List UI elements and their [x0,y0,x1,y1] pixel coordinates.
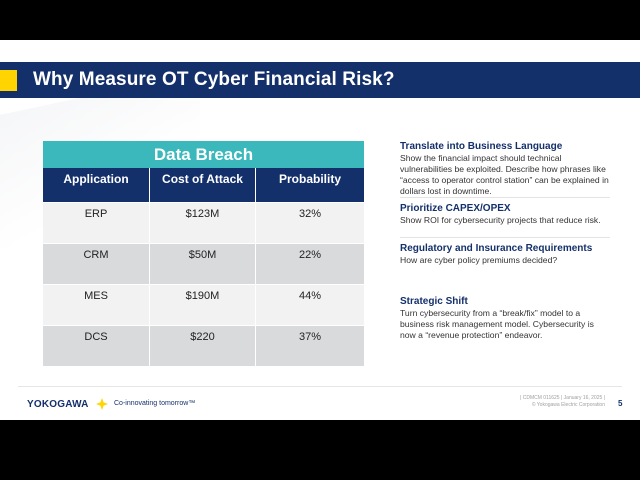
cell-cost: $50M [150,244,256,284]
divider [400,237,610,238]
section-body: How are cyber policy premiums decided? [400,255,558,265]
cell-probability: 22% [298,249,322,261]
table-caption: Data Breach [43,141,364,168]
header-cost-of-attack: Cost of Attack [150,168,256,202]
section-strategic-shift [400,296,610,341]
legal-line: | CDMCM 011625 | January 16, 2025 | [520,395,605,401]
table-row [43,284,364,325]
cell-cost: $220 [150,326,256,366]
key-points [400,141,610,341]
slide-title: Why Measure OT Cyber Financial Risk? [33,69,395,90]
data-breach-table [43,141,364,366]
section-business-language [400,141,610,197]
cell-cost: $123M [150,203,256,243]
cell-probability: 32% [298,208,322,220]
cell-application: ERP [43,203,150,243]
table-header-row [43,168,364,202]
legal-line: © Yokogawa Electric Corporation [531,402,605,408]
page-number: 5 [618,399,623,408]
cell-application: DCS [43,326,150,366]
section-body: Show the financial impact should technical vulnerabilities be exploited. Describe how phrases like “access to operator control station” can be explained in dollars lost in downtime. [400,153,609,196]
table-row [43,325,364,366]
cell-probability: 37% [298,331,322,343]
header-probability: Probability [278,172,341,186]
tagline: Co-innovating tomorrow™ [114,400,196,407]
table-row [43,243,364,284]
section-regulatory [400,243,610,296]
cell-application: CRM [43,244,150,284]
legal-notice [470,395,605,409]
divider [400,197,610,198]
header-application: Application [43,168,150,202]
table-row [43,202,364,243]
cell-application: MES [43,285,150,325]
footer-divider [18,386,622,387]
slide [0,40,640,420]
section-capex-opex [400,203,610,237]
title-accent-block [0,70,17,91]
section-heading: Strategic Shift [400,296,468,307]
cell-cost: $190M [150,285,256,325]
section-body: Show ROI for cybersecurity projects that reduce risk. [400,215,601,225]
yokogawa-star-icon [96,397,108,409]
yokogawa-logo: YOKOGAWA [27,399,89,410]
section-heading: Regulatory and Insurance Requirements [400,243,593,254]
section-heading: Translate into Business Language [400,141,563,152]
cell-probability: 44% [298,290,322,302]
section-body: Turn cybersecurity from a “break/fix” model to a business risk management model. Cybersecurity is now a “revenue protection” endeavor. [400,308,594,340]
section-heading: Prioritize CAPEX/OPEX [400,203,511,214]
